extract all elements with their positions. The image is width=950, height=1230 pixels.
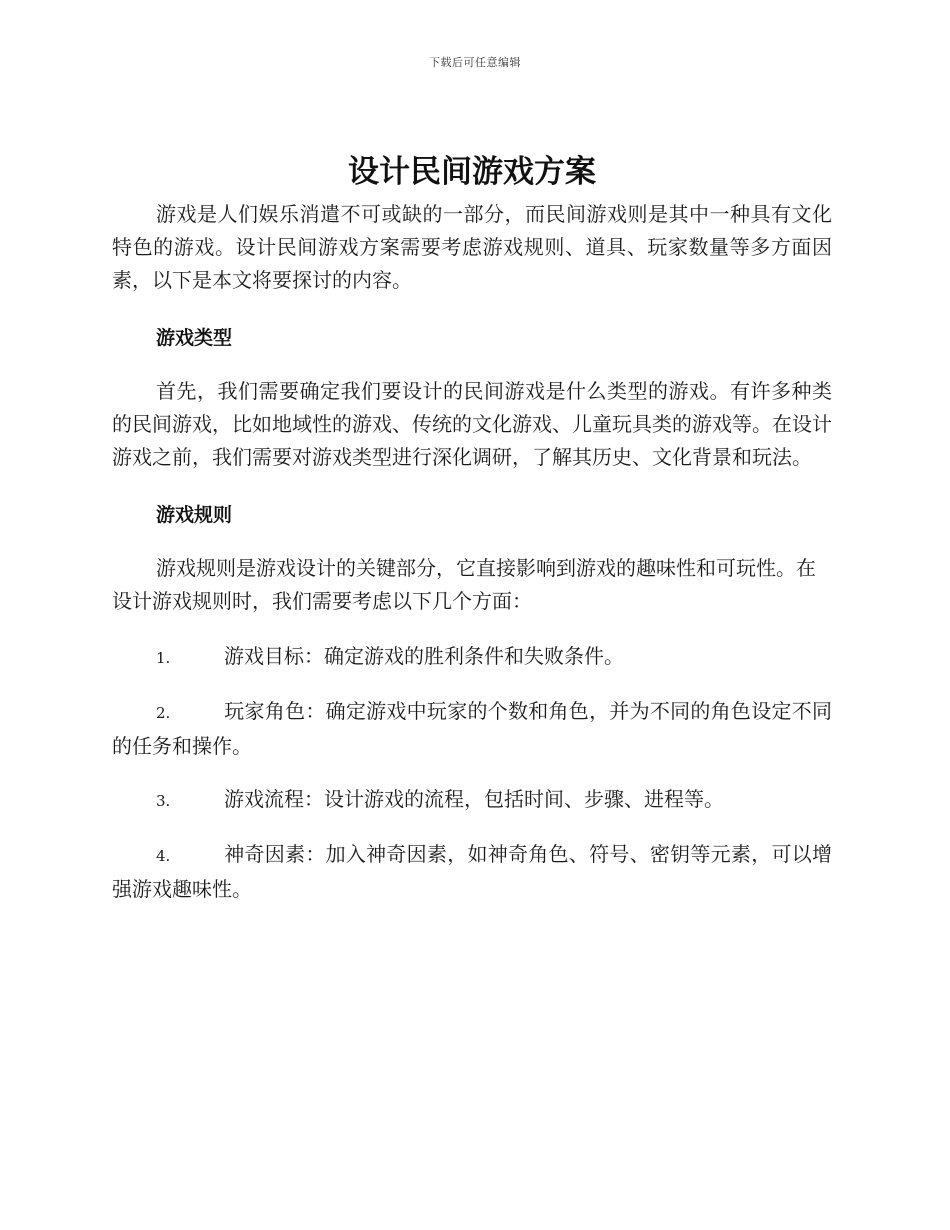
document-body <box>112 150 832 926</box>
list-item <box>112 640 832 675</box>
page-header: 下载后可任意编辑 <box>429 56 521 69</box>
list-text: 玩家角色：确定游戏中玩家的个数和角色，并为不同的角色设定不同的任务和操作。 <box>112 699 832 758</box>
section-heading-game-rules: 游戏规则 <box>156 504 233 526</box>
rules-list <box>112 640 832 906</box>
list-number: 3. <box>156 792 171 810</box>
list-item <box>112 838 832 906</box>
list-number: 4. <box>156 847 171 865</box>
list-text: 神奇因素：加入神奇因素，如神奇角色、符号、密钥等元素，可以增强游戏趣味性。 <box>112 842 832 901</box>
list-text: 游戏目标：确定游戏的胜利条件和失败条件。 <box>224 644 624 668</box>
intro-paragraph: 游戏是人们娱乐消遣不可或缺的一部分，而民间游戏则是其中一种具有文化特色的游戏。设计民间游戏方案需要考虑游戏规则、道具、玩家数量等多方面因素，以下是本文将要探讨的内容。 <box>112 202 832 292</box>
document-title: 设计民间游戏方案 <box>348 154 596 190</box>
section-heading-game-type: 游戏类型 <box>156 327 233 349</box>
list-item <box>112 783 832 818</box>
list-number: 1. <box>156 649 171 667</box>
list-item <box>112 695 832 763</box>
list-text: 游戏流程：设计游戏的流程，包括时间、步骤、进程等。 <box>224 787 724 811</box>
section-paragraph-game-type: 首先，我们需要确定我们要设计的民间游戏是什么类型的游戏。有许多种类的民间游戏，比如地域性的游戏、传统的文化游戏、儿童玩具类的游戏等。在设计游戏之前，我们需要对游戏类型进行深化调研，了解其历史、文化背景和玩法。 <box>112 379 832 469</box>
section-paragraph-game-rules: 游戏规则是游戏设计的关键部分，它直接影响到游戏的趣味性和可玩性。在设计游戏规则时，我们需要考虑以下几个方面： <box>112 556 816 613</box>
list-number: 2. <box>156 704 171 722</box>
